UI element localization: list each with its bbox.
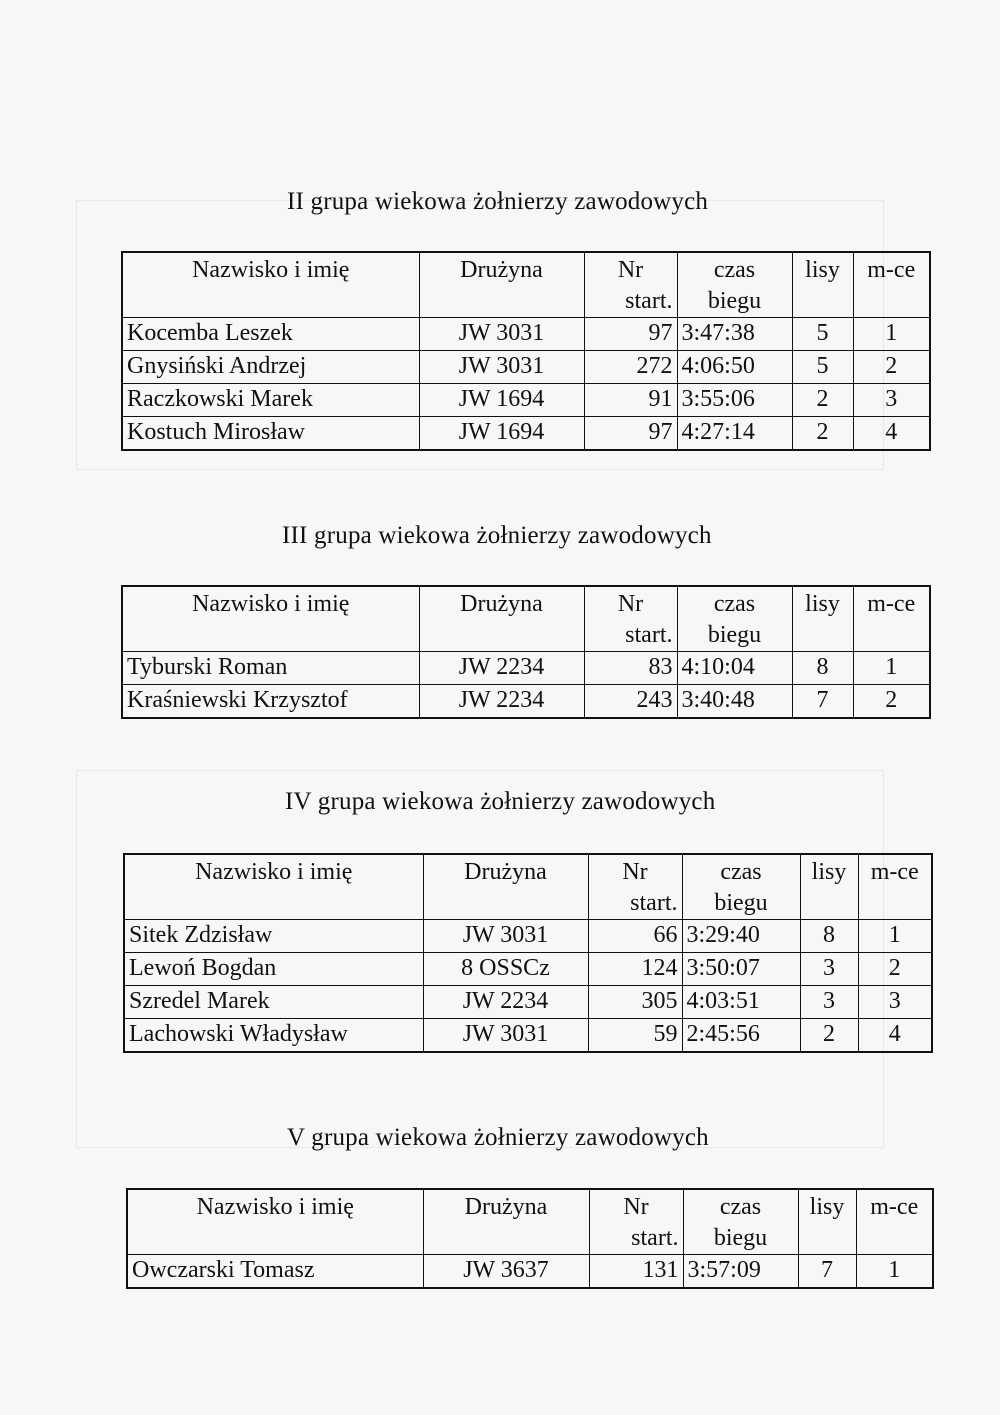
header-time: czas biegu [683,1189,798,1255]
cell-mce: 3 [858,986,932,1019]
header-mce: m-ce [853,252,930,318]
cell-nr: 59 [588,1019,682,1053]
cell-time: 4:06:50 [677,351,792,384]
cell-mce: 3 [853,384,930,417]
header-lisy: lisy [792,252,853,318]
header-name: Nazwisko i imię [122,252,419,318]
table-header-row [127,1189,933,1255]
cell-lisy: 2 [792,384,853,417]
cell-nr: 272 [584,351,677,384]
cell-time: 3:55:06 [677,384,792,417]
cell-nr: 305 [588,986,682,1019]
table-row [124,986,932,1019]
group-title: IV grupa wiekowa żołnierzy zawodowych [285,788,716,815]
cell-team: JW 3031 [419,351,584,384]
cell-mce: 2 [853,351,930,384]
table-row [122,351,930,384]
cell-team: JW 2234 [419,685,584,719]
cell-name: Gnysiński Andrzej [122,351,419,384]
cell-nr: 66 [588,920,682,953]
cell-time: 4:10:04 [677,652,792,685]
cell-nr: 97 [584,318,677,351]
cell-name: Owczarski Tomasz [127,1255,423,1289]
cell-team: JW 2234 [423,986,588,1019]
cell-mce: 2 [858,953,932,986]
cell-name: Lachowski Władysław [124,1019,423,1053]
results-table [123,853,933,1053]
cell-team: JW 3031 [419,318,584,351]
cell-lisy: 8 [792,652,853,685]
cell-team: 8 OSSCz [423,953,588,986]
cell-team: JW 3031 [423,920,588,953]
results-table [121,251,931,451]
header-mce: m-ce [858,854,932,920]
table-row [124,920,932,953]
cell-lisy: 2 [792,417,853,451]
cell-team: JW 1694 [419,417,584,451]
header-mce: m-ce [856,1189,933,1255]
table-row [122,318,930,351]
header-nr: Nr start. [584,586,677,652]
group-title: II grupa wiekowa żołnierzy zawodowych [287,188,709,215]
cell-nr: 124 [588,953,682,986]
cell-lisy: 3 [800,953,858,986]
header-lisy: lisy [798,1189,856,1255]
group-title: III grupa wiekowa żołnierzy zawodowych [282,522,712,549]
table-row [124,953,932,986]
cell-nr: 97 [584,417,677,451]
header-name: Nazwisko i imię [122,586,419,652]
header-team: Drużyna [423,854,588,920]
cell-nr: 83 [584,652,677,685]
cell-mce: 2 [853,685,930,719]
cell-time: 3:47:38 [677,318,792,351]
table-row [127,1255,933,1289]
table-row [122,652,930,685]
cell-name: Sitek Zdzisław [124,920,423,953]
cell-team: JW 1694 [419,384,584,417]
header-time: czas biegu [677,586,792,652]
cell-lisy: 7 [792,685,853,719]
table-row [124,1019,932,1053]
table-header-row [122,586,930,652]
table-row [122,685,930,719]
header-nr: Nr start. [589,1189,683,1255]
header-lisy: lisy [792,586,853,652]
cell-name: Kostuch Mirosław [122,417,419,451]
results-table [121,585,931,719]
header-time: czas biegu [682,854,800,920]
cell-lisy: 3 [800,986,858,1019]
cell-time: 4:03:51 [682,986,800,1019]
cell-mce: 4 [853,417,930,451]
header-name: Nazwisko i imię [124,854,423,920]
cell-lisy: 5 [792,318,853,351]
group-title: V grupa wiekowa żołnierzy zawodowych [287,1124,709,1151]
cell-lisy: 2 [800,1019,858,1053]
cell-team: JW 2234 [419,652,584,685]
cell-mce: 1 [858,920,932,953]
header-lisy: lisy [800,854,858,920]
header-name: Nazwisko i imię [127,1189,423,1255]
cell-name: Kocemba Leszek [122,318,419,351]
cell-team: JW 3637 [423,1255,589,1289]
cell-mce: 1 [853,318,930,351]
table-row [122,417,930,451]
cell-name: Szredel Marek [124,986,423,1019]
cell-mce: 1 [856,1255,933,1289]
cell-name: Tyburski Roman [122,652,419,685]
cell-name: Raczkowski Marek [122,384,419,417]
header-time: czas biegu [677,252,792,318]
cell-time: 4:27:14 [677,417,792,451]
cell-mce: 1 [853,652,930,685]
table-header-row [122,252,930,318]
cell-time: 3:50:07 [682,953,800,986]
header-team: Drużyna [419,252,584,318]
header-team: Drużyna [423,1189,589,1255]
header-team: Drużyna [419,586,584,652]
cell-time: 3:57:09 [683,1255,798,1289]
header-mce: m-ce [853,586,930,652]
results-table [126,1188,934,1289]
cell-time: 3:40:48 [677,685,792,719]
cell-lisy: 7 [798,1255,856,1289]
cell-mce: 4 [858,1019,932,1053]
table-header-row [124,854,932,920]
cell-lisy: 8 [800,920,858,953]
cell-time: 3:29:40 [682,920,800,953]
cell-nr: 131 [589,1255,683,1289]
cell-nr: 243 [584,685,677,719]
cell-team: JW 3031 [423,1019,588,1053]
cell-lisy: 5 [792,351,853,384]
cell-name: Kraśniewski Krzysztof [122,685,419,719]
cell-nr: 91 [584,384,677,417]
header-nr: Nr start. [584,252,677,318]
cell-name: Lewoń Bogdan [124,953,423,986]
cell-time: 2:45:56 [682,1019,800,1053]
table-row [122,384,930,417]
header-nr: Nr start. [588,854,682,920]
